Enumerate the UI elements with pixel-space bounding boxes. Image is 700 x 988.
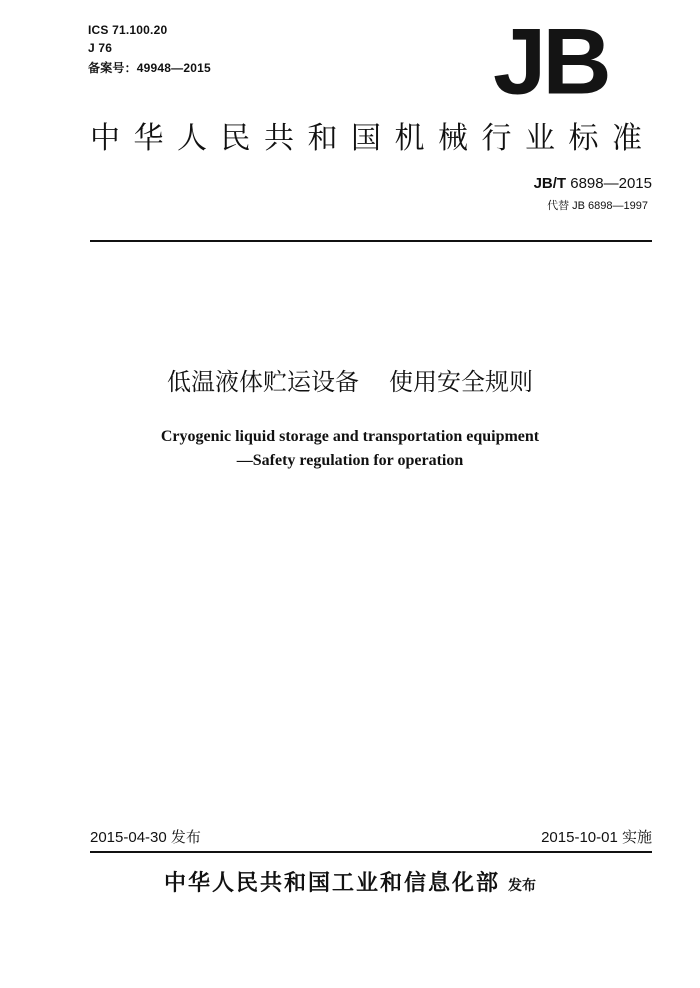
- standard-code: 6898—2015: [570, 175, 652, 192]
- title-chinese: [0, 365, 700, 399]
- top-divider: [90, 240, 652, 242]
- standard-number: [534, 175, 652, 192]
- standard-type-heading: 中华人民共和国机械行业标准: [90, 121, 656, 156]
- publisher-org: 中华人民共和国工业和信息化部: [163, 871, 500, 896]
- publisher-verb: 发布: [508, 878, 536, 894]
- issue-date: 2015-04-30 发布: [90, 829, 201, 846]
- filing-number: 备案号：49948—2015: [88, 61, 211, 75]
- bottom-divider: [90, 851, 652, 853]
- ccs-code: J 76: [88, 41, 113, 55]
- title-english-line2: —Safety regulation for operation: [236, 452, 464, 469]
- replaces-standard: 代替 JB 6898—1997: [547, 200, 648, 212]
- title-english-line1: Cryogenic liquid storage and transportation equipment: [160, 428, 540, 445]
- publisher-line: [0, 866, 700, 897]
- title-chinese-part1: 低温液体贮运设备: [167, 368, 359, 396]
- standard-prefix: JB/T: [533, 175, 567, 192]
- ics-code: ICS 71.100.20: [88, 23, 168, 37]
- jb-logo: JB: [493, 9, 608, 114]
- title-chinese-part2: 使用安全规则: [389, 368, 533, 396]
- implementation-date: 2015-10-01 实施: [541, 829, 652, 846]
